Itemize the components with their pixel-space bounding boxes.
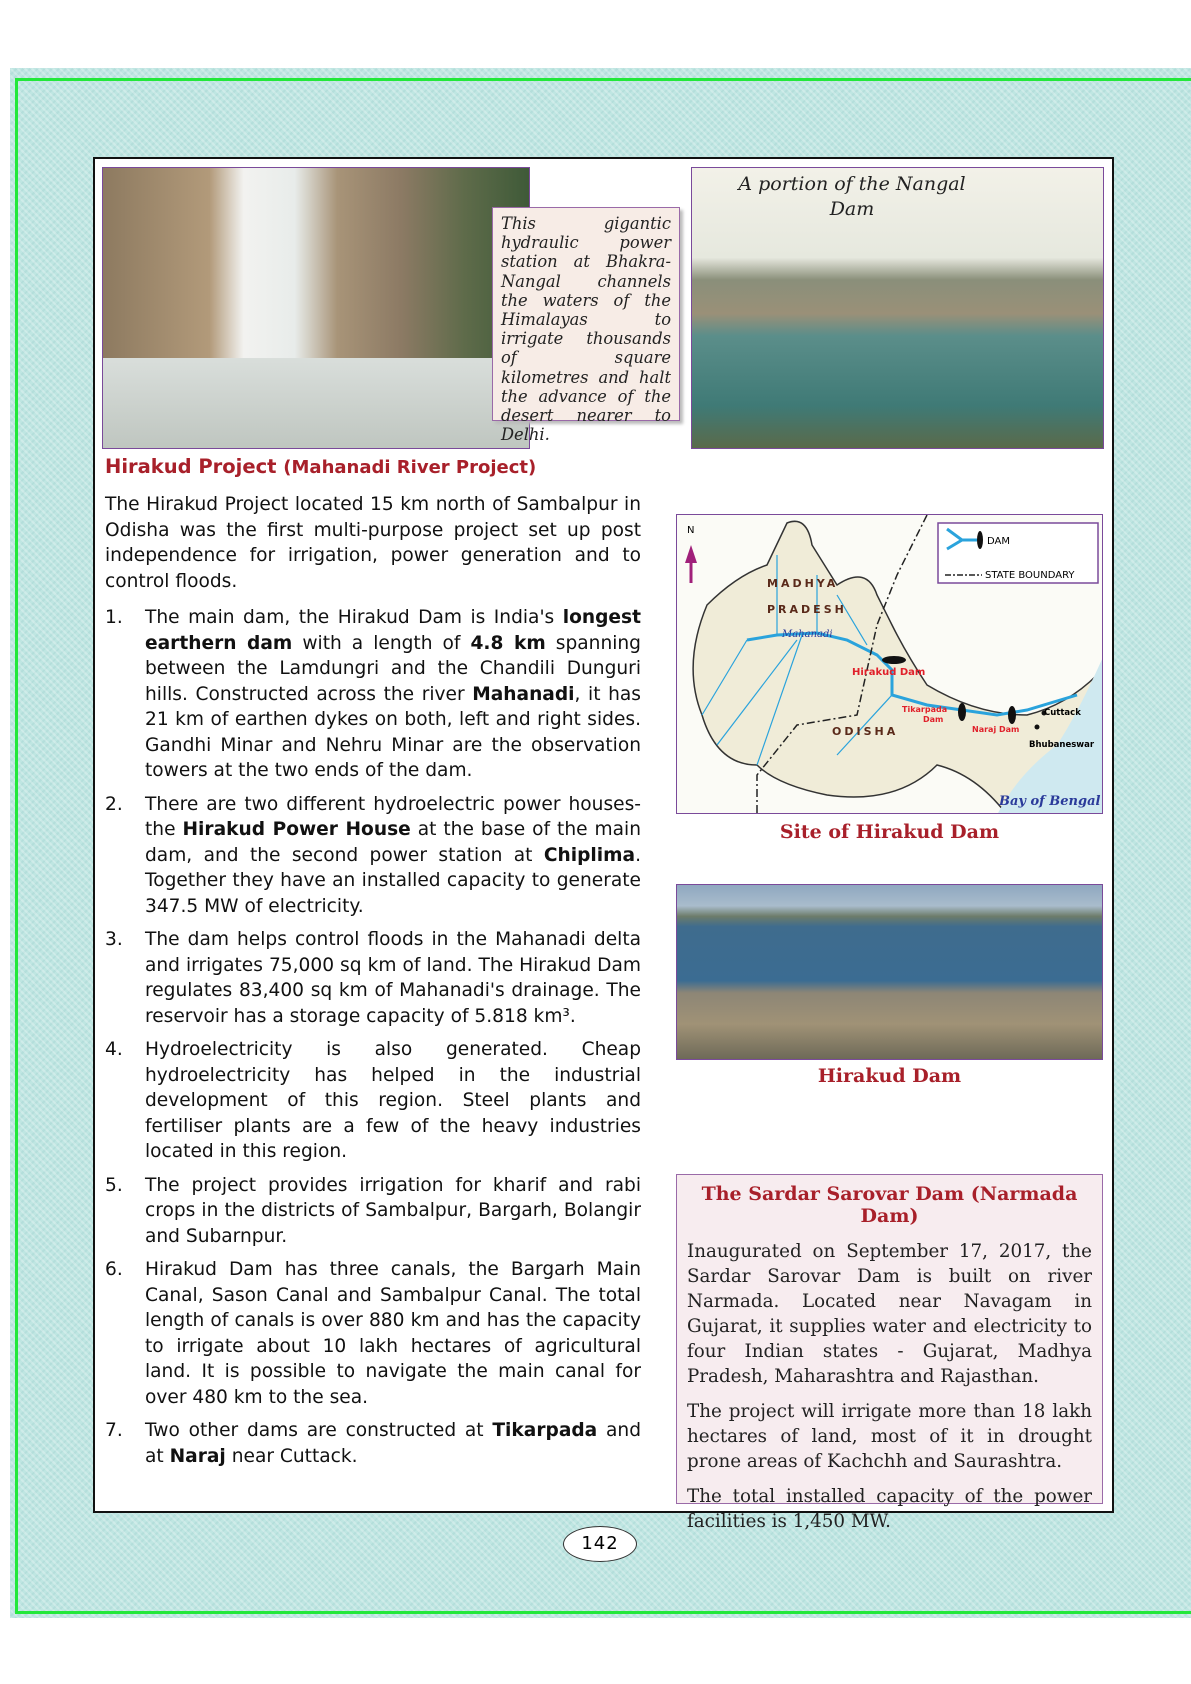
item-text <box>145 792 641 920</box>
list-item <box>105 605 641 784</box>
label-odisha: ODISHA <box>832 725 899 738</box>
bold-term: Naraj <box>169 1445 226 1467</box>
intro-paragraph: The Hirakud Project located 15 km north of Sambalpur in Odisha was the first multi-purpose project set up post independence for irrigation, power generation and to control floods. <box>105 494 641 592</box>
text-segment: and at <box>145 1420 641 1467</box>
facts-list <box>105 605 641 1477</box>
item-number: 6. <box>105 1259 123 1280</box>
page-number: 142 <box>563 1526 637 1562</box>
bhakra-caption: This gigantic hydraulic power station at Bhakra-Nangal channels the waters of the Himalayas to irrigate thousands of square kilometres and halt the advance of the desert nearer to Delhi. <box>492 207 680 421</box>
text-segment: . Together they have an installed capacity to generate 347.5 MW of electricity. <box>145 844 641 917</box>
label-madhya: MADHYA <box>767 577 839 590</box>
label-naraj: Naraj Dam <box>972 725 1020 734</box>
label-bhubaneswar: Bhubaneswar <box>1029 740 1095 750</box>
label-cuttack: Cuttack <box>1044 708 1081 718</box>
tikarpada-dam-marker <box>958 703 966 721</box>
dam-legend-icon <box>977 531 983 549</box>
item-text <box>145 927 641 1029</box>
list-item <box>105 1173 641 1250</box>
label-tikarpada: Tikarpada <box>902 705 948 714</box>
item-number: 4. <box>105 1039 123 1060</box>
item-number: 3. <box>105 929 123 950</box>
textbook-page <box>93 157 1114 1532</box>
text-segment: spanning between the Lamdungri and the Chandili Dunguri hills. Constructed across the river <box>145 632 641 705</box>
nangal-caption: A portion of the Nangal Dam <box>738 173 966 220</box>
legend-boundary-label: STATE BOUNDARY <box>985 570 1075 581</box>
nangal-dam-photo <box>691 167 1104 449</box>
item-text <box>145 1173 641 1250</box>
list-item <box>105 1037 641 1165</box>
item-text <box>145 1257 641 1410</box>
text-segment: Hirakud Dam has three canals, the Bargarh Main Canal, Sason Canal and Sambalpur Canal. The total length of canals is over 880 km and has the capacity to irrigate about 10 lakh hectares of agricultural land. It is possible to navigate the main canal for over 480 km to the sea. <box>145 1259 641 1408</box>
list-item <box>105 1418 641 1469</box>
sardar-paragraph: Inaugurated on September 17, 2017, the Sardar Sarovar Dam is built on river Narmada. Located near Navagam in Gujarat, it supplies water and electricity to four Indian states - Gujarat, Madhya Pradesh, Maharashtra and Rajasthan. <box>687 1241 1092 1387</box>
sardar-sarovar-box <box>676 1174 1103 1532</box>
label-tikarpada-dam: Dam <box>923 715 944 724</box>
list-item <box>105 927 641 1029</box>
hirakud-dam-marker <box>882 656 906 664</box>
text-segment: Two other dams are constructed at <box>145 1420 493 1441</box>
text-segment: near Cuttack. <box>225 1445 358 1467</box>
heading-subtitle: (Mahanadi River Project) <box>283 457 537 478</box>
bold-term: 4.8 km <box>470 632 546 654</box>
hirakud-dam-photo <box>676 884 1103 1060</box>
heading-title: Hirakud Project <box>105 455 277 478</box>
item-number: 5. <box>105 1174 123 1196</box>
label-river: Mahanadi <box>782 629 833 640</box>
bold-term: longest earthern dam <box>145 607 641 654</box>
north-label: N <box>687 525 695 536</box>
text-segment: at the base of the main dam, and the second power station at <box>145 819 641 866</box>
sardar-paragraph: The project will irrigate more than 18 lakh hectares of land, most of it in drought prone areas of Kachchh and Saurashtra. <box>687 1401 1092 1472</box>
text-segment: The project provides irrigation for kharif and rabi crops in the districts of Sambalpur, Bargarh, Bolangir and Subarnpur. <box>145 1174 641 1247</box>
hirakud-site-map <box>676 514 1103 814</box>
list-item <box>105 792 641 920</box>
text-segment: , it has 21 km of earthen dykes on both, left and right sides. Gandhi Minar and Nehru Minar are the observation towers at the two ends of the dam. <box>145 683 641 781</box>
bold-term: Mahanadi <box>472 683 575 705</box>
section-heading <box>105 455 536 478</box>
item-text <box>145 1037 641 1165</box>
bold-term: Hirakud Power House <box>182 819 411 840</box>
naraj-dam-marker <box>1008 706 1016 724</box>
sardar-title: The Sardar Sarovar Dam (Narmada Dam) <box>701 1183 1078 1227</box>
text-segment: Hydroelectricity is also generated. Cheap hydroelectricity has helped in the industrial development of this region. Steel plants and fertiliser plants are a few of the heavy industries located in this region. <box>145 1039 641 1162</box>
item-number: 2. <box>105 793 123 815</box>
item-number: 7. <box>105 1420 123 1441</box>
item-text <box>145 605 641 784</box>
bold-term: Tikarpada <box>492 1420 598 1441</box>
bold-term: Chiplima <box>543 844 636 866</box>
bhakra-dam-photo <box>102 167 530 449</box>
label-pradesh: PRADESH <box>767 603 847 616</box>
text-segment: The main dam, the Hirakud Dam is India's <box>145 607 563 628</box>
item-number: 1. <box>105 607 123 628</box>
sardar-paragraph: The total installed capacity of the power facilities is 1,450 MW. <box>687 1486 1092 1532</box>
text-segment: There are two different hydroelectric power houses- the <box>145 793 641 840</box>
label-bay: Bay of Bengal <box>999 794 1101 809</box>
text-segment: with a length of <box>292 632 471 654</box>
map-caption: Site of Hirakud Dam <box>779 821 1000 843</box>
list-item <box>105 1257 641 1410</box>
hirakud-photo-caption: Hirakud Dam <box>817 1065 962 1087</box>
text-segment: The dam helps control floods in the Mahanadi delta and irrigates 75,000 sq km of land. The Hirakud Dam regulates 83,400 sq km of Mahanadi's drainage. The reservoir has a storage capacity of 5.818 km³. <box>145 929 641 1027</box>
legend-dam-label: DAM <box>987 536 1010 547</box>
label-hirakud: Hirakud Dam <box>852 667 926 678</box>
item-text <box>145 1418 641 1469</box>
